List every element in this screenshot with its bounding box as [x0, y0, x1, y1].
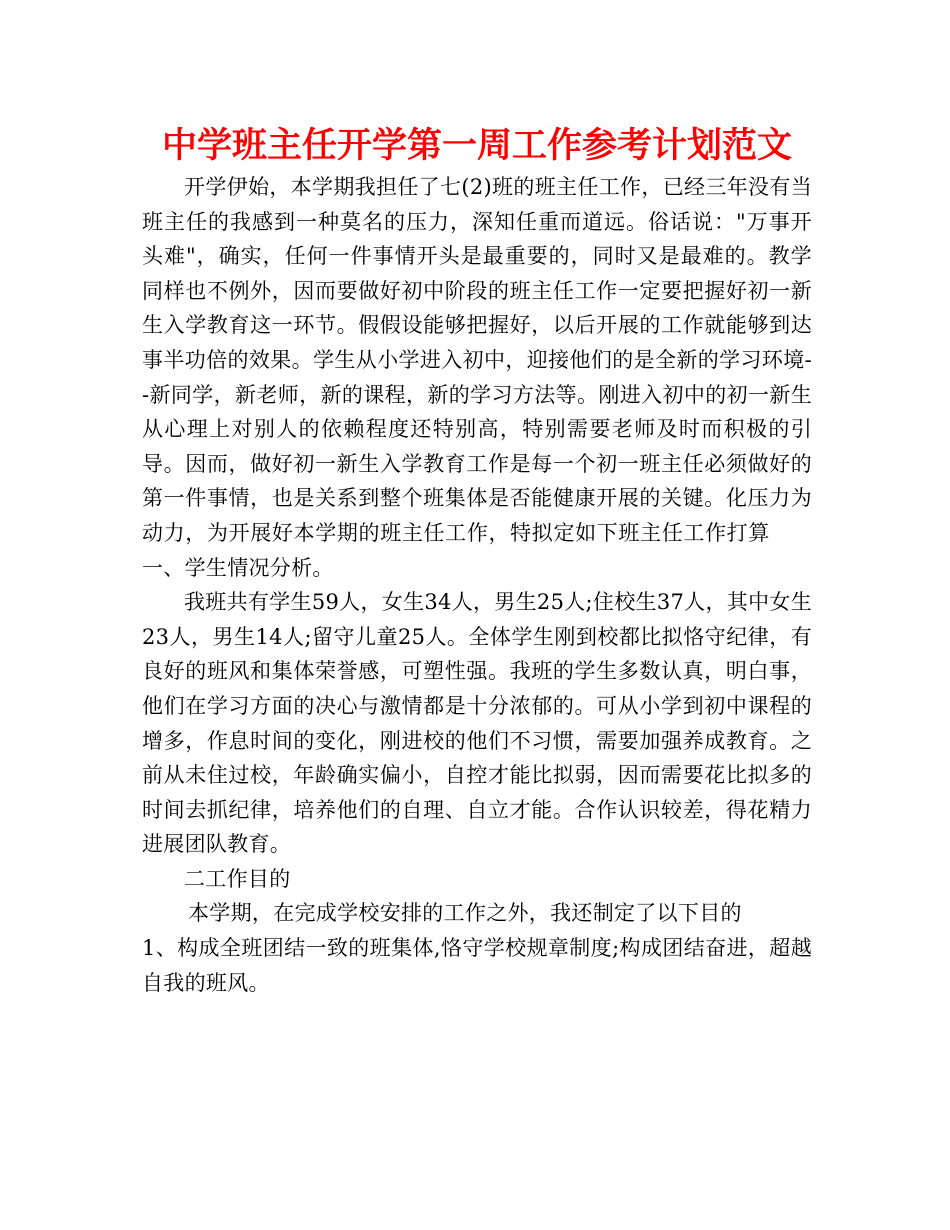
section1-heading: 一、学生情况分析。 [142, 555, 334, 580]
goal-item-1: 1、构成全班团结一致的班集体,恪守学校规章制度;构成团结奋进，超越自我的班风。 [142, 936, 812, 995]
document-page [142, 122, 812, 1000]
section2-heading: 二工作目的 [184, 866, 291, 891]
intro-text: 开学伊始，本学期我担任了七(2)班的班主任工作，已经三年没有当班主任的我感到一种莫名的压力，深知任重而道远。俗话说："万事开头难"，确实，任何一件事情开头是最重要的，同时又是最难的。教学同样也不例外，因而要做好初中阶段的班主任工作一定要把握好初一新生入学教育这一环节。假假设能够把握好，以后开展的工作就能够到达事半功倍的效果。学生从小学进入初中，迎接他们的是全新的学习环境--新同学，新老师，新的课程，新的学习方法等。刚进入初中的初一新生从心理上对别人的依赖程度还特别高，特别需要老师及时而积极的引导。因而，做好初一新生入学教育工作是每一个初一班主任必须做好的第一件事情，也是关系到整个班集体是否能健康开展的关键。化压力为动力，为开展好本学期的班主任工作，特拟定如下班主任工作打算 [142, 175, 812, 545]
intro-paragraph [142, 170, 812, 585]
section2-paragraph: 本学期，在完成学校安排的工作之外，我还制定了以下目的 [188, 901, 742, 926]
section1-paragraph: 我班共有学生59人，女生34人，男生25人;住校生37人，其中女生23人，男生14人;留守儿童25人。全体学生刚到校都比拟恪守纪律，有良好的班风和集体荣誉感，可塑性强。我班的学生多数认真，明白事，他们在学习方面的决心与激情都是十分浓郁的。可从小学到初中课程的增多，作息时间的变化，刚进校的他们不习惯，需要加强养成教育。之前从未住过校，年龄确实偏小，自控才能比拟弱，因而需要花比拟多的时间去抓纪律，培养他们的自理、自立才能。合作认识较差，得花精力进展团队教育。 [142, 590, 812, 857]
document-title: 中学班主任开学第一周工作参考计划范文 [161, 126, 792, 166]
